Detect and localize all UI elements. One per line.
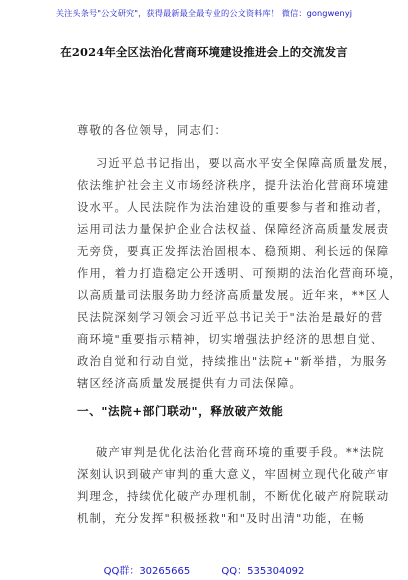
- section-heading: 一、"法院+部门联动"，释放破产效能: [77, 404, 284, 418]
- paragraph-line: 习近平总书记指出，要以高水平安全保障高质量发展，: [96, 157, 396, 170]
- paragraph-line: 机制，充分发挥"积极拯救"和"及时出清"功能，在畅: [77, 512, 366, 525]
- paragraph-line: 破产审判是优化法治化营商环境的重要手段。**法院: [96, 446, 385, 459]
- paragraph-line: 无旁贷，要真正发挥法治固根本、稳预期、利长远的保障: [77, 245, 390, 258]
- salutation: 尊敬的各位领导，同志们：: [77, 124, 227, 137]
- paragraph-line: 设水平。人民法院作为法治建设的重要参与者和推动者，: [77, 201, 390, 214]
- paragraph-line: 作用，着力打造稳定公开透明、可预期的法治化营商环境，: [77, 267, 402, 280]
- paragraph-line: 民法院深刻学习领会习近平总书记关于"法治是最好的营: [77, 311, 384, 324]
- qq-contact-text: QQ：535304092: [221, 566, 305, 577]
- qq-group-text: QQ群：30265665: [103, 566, 191, 577]
- document-title: 在2024年全区法治化营商环境建设推进会上的交流发言: [60, 45, 348, 59]
- footer-contact: [0, 562, 408, 577]
- paragraph-line: 商环境"重要指示精神，切实增强法护经济的思想自觉、: [77, 333, 384, 346]
- paragraph-line: 依法维护社会主义市场经济秩序，提升法治化营商环境建: [77, 179, 390, 192]
- paragraph-line: 运用司法力量保护企业合法权益、保障经济高质量发展责: [77, 223, 390, 236]
- paragraph-line: 辖区经济高质量发展提供有力司法保障。: [77, 377, 302, 390]
- paragraph-line: 政治自觉和行动自觉，持续推出"法院+"新举措，为服务: [77, 355, 388, 368]
- paragraph-line: 以高质量司法服务助力经济高质量发展。近年来，**区人: [77, 289, 391, 302]
- header-banner: 关注头条号"公文研究"，获得最新最全最专业的公文资料库！ 微信：gongwenyj: [55, 8, 353, 18]
- paragraph-line: 判理念，持续优化破产办理机制，不断优化破产府院联动: [77, 490, 390, 503]
- paragraph-line: 深刻认识到破产审判的重大意义，牢固树立现代化破产审: [77, 468, 390, 481]
